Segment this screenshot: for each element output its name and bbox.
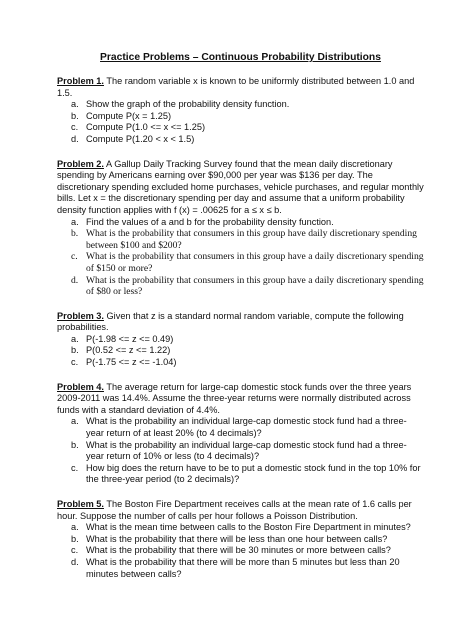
problem-5-statement xyxy=(57,499,424,522)
item-text: P(-1.75 <= z <= -1.04) xyxy=(86,357,177,368)
item-letter: a. xyxy=(71,522,79,533)
item-letter: d. xyxy=(71,556,79,567)
item-text: What is the probability that consumers in this group have a daily discretionary spending of $150 or more? xyxy=(86,251,424,274)
item-letter: b. xyxy=(71,533,79,544)
problem-5 xyxy=(57,499,424,580)
item-text: Compute P(1.0 <= x <= 1.25) xyxy=(86,122,205,133)
problem-5-label: Problem 5. xyxy=(57,499,104,509)
item-text: P(-1.98 <= z <= 0.49) xyxy=(86,333,174,344)
problem-2-label: Problem 2. xyxy=(57,158,104,169)
problem-2-statement xyxy=(57,159,424,217)
problem-5-text: The Boston Fire Department receives calls at the mean rate of 1.6 calls per hour. Suppose the number of calls per hour follows a Poisson Distribution. xyxy=(57,499,412,521)
item-text: P(0.52 <= z <= 1.22) xyxy=(86,345,171,356)
item-text: How big does the return have to be to put a domestic stock fund in the top 10% for the three-year period (to 2 decimals)? xyxy=(86,462,421,485)
problem-2-text: A Gallup Daily Tracking Survey found that the mean daily discretionary spending by Americans earning over $90,000 per year was $136 per day. The discretionary spending excluded home purchases, vehicle purchases, and regular monthly bills. Let x = the discretionary spending per day and assume that a uniform probability density function applies with f (x) = .00625 for a ≤ x ≤ b. xyxy=(57,158,424,215)
item-letter: c. xyxy=(71,462,79,473)
problem-5-item-a xyxy=(57,522,424,534)
problem-3-item-b xyxy=(57,345,424,357)
item-letter: a. xyxy=(71,99,79,110)
problem-3-statement xyxy=(57,311,424,334)
problem-2-items xyxy=(57,217,424,298)
problem-1-items xyxy=(57,99,424,145)
problem-4-item-a xyxy=(57,416,424,439)
item-letter: c. xyxy=(71,357,79,368)
page-title: Practice Problems – Continuous Probability Distributions xyxy=(100,52,381,63)
problem-5-item-d xyxy=(57,557,424,580)
item-letter: d. xyxy=(71,274,79,286)
item-letter: a. xyxy=(71,216,79,227)
item-text: What is the probability an individual large-cap domestic stock fund had a three-year return of at least 20% (to 4 decimals)? xyxy=(86,416,407,439)
item-letter: a. xyxy=(71,416,79,427)
problem-2-item-a xyxy=(57,217,424,229)
item-text: Show the graph of the probability density function. xyxy=(86,99,290,110)
problem-4-text: The average return for large-cap domestic stock funds over the three years 2009-2011 was 14.4%. Assume the three-year returns were normally distributed across funds with a standard deviation of 4.4%. xyxy=(57,381,412,415)
problem-1-statement xyxy=(57,76,424,99)
item-text: What is the probability that there will be 30 minutes or more between calls? xyxy=(86,545,391,556)
problem-4-label: Problem 4. xyxy=(57,381,104,392)
problem-2 xyxy=(57,159,424,298)
problem-3-items xyxy=(57,334,424,369)
problem-5-item-b xyxy=(57,534,424,546)
item-text: What is the mean time between calls to the Boston Fire Department in minutes? xyxy=(86,522,411,533)
problem-1 xyxy=(57,76,424,146)
item-letter: b. xyxy=(71,228,79,240)
problem-4-item-c xyxy=(57,463,424,486)
item-letter: b. xyxy=(71,110,79,121)
problem-4-items xyxy=(57,416,424,486)
problem-1-text: The random variable x is known to be uniformly distributed between 1.0 and 1.5. xyxy=(57,76,415,98)
item-text: What is the probability that consumers in this group have daily discretionary spending between $100 and $200? xyxy=(86,228,417,251)
problem-2-item-c xyxy=(57,251,424,274)
problem-1-item-c xyxy=(57,122,424,134)
problem-3-item-a xyxy=(57,334,424,346)
problem-2-item-b xyxy=(57,228,424,251)
problem-1-item-d xyxy=(57,134,424,146)
item-letter: b. xyxy=(71,439,79,450)
item-letter: b. xyxy=(71,345,79,356)
problem-3-label: Problem 3. xyxy=(57,310,104,321)
item-text: Compute P(1.20 < x < 1.5) xyxy=(86,133,195,144)
problem-5-items xyxy=(57,522,424,580)
problem-4-statement xyxy=(57,382,424,417)
item-text: What is the probability an individual large-cap domestic stock fund had a three-year return of 10% or less (to 4 decimals)? xyxy=(86,439,407,462)
item-text: What is the probability that consumers in this group have a daily discretionary spending of $80 or less? xyxy=(86,274,424,298)
item-text: Compute P(x = 1.25) xyxy=(86,110,172,121)
problem-1-item-b xyxy=(57,111,424,123)
item-letter: c. xyxy=(71,545,79,556)
problem-3-item-c xyxy=(57,357,424,369)
item-letter: d. xyxy=(71,133,79,144)
problem-2-item-d xyxy=(57,275,424,298)
problem-1-item-a xyxy=(57,99,424,111)
problem-3-text: Given that z is a standard normal random variable, compute the following probabilities. xyxy=(57,310,404,333)
item-letter: c. xyxy=(71,122,79,133)
problem-4-item-b xyxy=(57,440,424,463)
item-letter: c. xyxy=(71,251,78,263)
item-text: Find the values of a and b for the probability density function. xyxy=(86,216,334,227)
problem-5-item-c xyxy=(57,545,424,557)
item-text: What is the probability that there will be less than one hour between calls? xyxy=(86,533,388,544)
problem-1-label: Problem 1. xyxy=(57,76,104,86)
item-letter: a. xyxy=(71,333,79,344)
problem-3 xyxy=(57,311,424,369)
problem-4 xyxy=(57,382,424,486)
item-text: What is the probability that there will be more than 5 minutes but less than 20 minutes between calls? xyxy=(86,556,400,579)
